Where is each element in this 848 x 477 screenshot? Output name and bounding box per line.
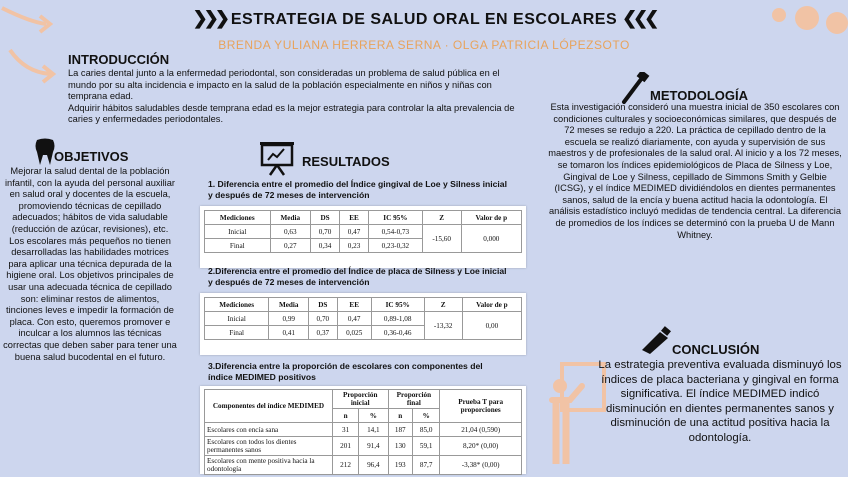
cell: Inicial <box>205 312 269 326</box>
sub-header: % <box>359 409 388 423</box>
cell: 201 <box>332 437 358 456</box>
intro-heading: INTRODUCCIÓN <box>68 52 170 67</box>
resultados-section-2: 2.Diferencia entre el promedio del Índice de placa de Silness y Loe inicial y después de 72 meses de intervención <box>208 266 507 287</box>
resultados-heading: RESULTADOS <box>302 154 390 169</box>
conclusion-heading: CONCLUSIÓN <box>672 342 760 357</box>
col-header: Z <box>424 298 462 312</box>
chevrons-right-icon: ❯❯❯ <box>192 8 226 28</box>
col-header: DS <box>309 298 337 312</box>
cell: 0,70 <box>311 225 340 239</box>
intro-text-1: La caries dental junto a la enfermedad periodontal, son consideradas un problema de salud pública en el mundo por su alta incidencia e impacto en la salud de la población especialmente en niños y niñas con temprana edad. <box>68 68 500 102</box>
cell: 0,54-0,73 <box>369 225 423 239</box>
table-placa <box>200 293 526 355</box>
toothpaste-icon <box>638 326 672 354</box>
cell: 0,70 <box>309 312 337 326</box>
objetivos-heading: OBJETIVOS <box>54 149 129 164</box>
cell: 0,23 <box>340 239 369 253</box>
cell: 0,99 <box>269 312 309 326</box>
cell: 0,37 <box>309 326 337 340</box>
conclusion-text: La estrategia preventiva evaluada disminuyó los índices de placa bacteriana y gingival en forma significativa. El índice MEDIMED indicó disminución en dientes permanentes sanos y disminución de una actitud positiva hacia la odontología. <box>598 359 842 444</box>
cell-p: 0,00 <box>462 312 521 340</box>
table-row <box>205 312 522 326</box>
cell: 0,36-0,46 <box>371 326 424 340</box>
col-header: IC 95% <box>371 298 424 312</box>
objetivos-text-2: Los escolares más pequeños no tienen desarrolladas las habilidades motrices para aplicar una técnica depurada de la higiene oral. Los objetivos principales de usar una adecuada técnica de cepillado son: eliminar restos de alimentos, tinciones leves e impedir la formación de placa. Con esto, queremos promover e inculcar a los alumnos las técnicas correctas que deben saber para tener una buena salud bucodental en el futuro. <box>3 235 177 362</box>
col-header: Valor de p <box>462 298 521 312</box>
cell: 59,1 <box>413 437 440 456</box>
cell-z: -13,32 <box>424 312 462 340</box>
col-header: IC 95% <box>369 211 423 225</box>
sub-header: n <box>388 409 413 423</box>
col-header: DS <box>311 211 340 225</box>
col-header: EE <box>340 211 369 225</box>
cell: 31 <box>332 423 358 437</box>
cell: Final <box>205 239 271 253</box>
col-header: Mediciones <box>205 211 271 225</box>
metodologia-text: Esta investigación consideró una muestra inicial de 350 escolares con condiciones culturales y socioeconómicas similares, que después de 72 meses se redujo a 220. La práctica de cepillado dentro de la escuela se realizó diariamente, con ayuda y supervisión de sus maestros y de profesionales de la salud oral. Al inicio y a los 72 meses, se tomaron los índices epidemiológicos de Placa de Silness y Loe, Gingival de Loe y Silness, cepillado de Simmons Smith y Gelbie (ICSG), y el índice MEDIMED dividiéndolos en dientes permanentes sanos, salud de la encía y buena actitud hacia la odontología. El análisis estadístico incluyó medidas de tendencia central. La diferencia de promedios de los índices se determinó con la prueba U de Mann Whitney. <box>548 102 842 240</box>
objetivos-text-1: Mejorar la salud dental de la población infantil, con la ayuda del personal auxiliar en salud oral y docentes de la escuela, promoviendo técnicas de cepillado adecuados; hábitos de vida saludable (reducción de azúcar, revisiones), etc. <box>4 166 176 234</box>
cell: 0,89-1,08 <box>371 312 424 326</box>
col-header: EE <box>337 298 371 312</box>
cell: 130 <box>388 437 413 456</box>
title-text: ESTRATEGIA DE SALUD ORAL EN ESCOLARES <box>230 11 618 28</box>
cell: 0,34 <box>311 239 340 253</box>
cell-p: 0,000 <box>461 225 521 253</box>
sub-header: n <box>332 409 358 423</box>
cell: 187 <box>388 423 413 437</box>
cell: 0,27 <box>270 239 311 253</box>
presentation-board-icon <box>258 140 296 176</box>
cell: 85,0 <box>413 423 440 437</box>
cell: Inicial <box>205 225 271 239</box>
table-medimed <box>200 386 526 474</box>
table-row <box>205 437 522 456</box>
col-header: Mediciones <box>205 298 269 312</box>
cell: 212 <box>332 456 358 475</box>
cell: -3,38* (0,00) <box>440 456 522 475</box>
tooth-icon <box>34 138 56 166</box>
table-row <box>205 456 522 475</box>
col-header: Valor de p <box>461 211 521 225</box>
sub-header: % <box>413 409 440 423</box>
col-header: Z <box>422 211 461 225</box>
toothbrush-icon <box>620 72 650 104</box>
cell: Escolares con todos los dientes permanentes sanos <box>205 437 333 456</box>
table-gingival <box>200 206 526 268</box>
cell: 0,47 <box>340 225 369 239</box>
col-header: Media <box>269 298 309 312</box>
table-row <box>205 423 522 437</box>
cell: 87,7 <box>413 456 440 475</box>
col-header: Componentes del índice MEDIMED <box>205 390 333 423</box>
cell: Final <box>205 326 269 340</box>
metodologia-heading: METODOLOGÍA <box>650 88 748 103</box>
col-header: Prueba T para proporciones <box>440 390 522 423</box>
objetivos-paragraph <box>2 166 178 363</box>
cell: 0,47 <box>337 312 371 326</box>
cell: 0,23-0,32 <box>369 239 423 253</box>
col-header: Media <box>270 211 311 225</box>
cell: 193 <box>388 456 413 475</box>
cell: 14,1 <box>359 423 388 437</box>
cell: Escolares con mente positiva hacia la odontología <box>205 456 333 475</box>
cell: 0,63 <box>270 225 311 239</box>
cell: 8,20* (0,00) <box>440 437 522 456</box>
poster-title <box>0 8 848 29</box>
gingival-table <box>204 210 522 253</box>
intro-text-2: Adquirir hábitos saludables desde temprana edad es la mejor estrategia para controlar la alta prevalencia de caries y enfermedades periodontales. <box>68 102 515 125</box>
cell: 96,4 <box>359 456 388 475</box>
medimed-table <box>204 389 522 475</box>
resultados-section-3: 3.Diferencia entre la proporción de escolares con componentes del índice MEDIMED positivos <box>208 361 483 382</box>
placa-table <box>204 297 522 340</box>
cell: 91,4 <box>359 437 388 456</box>
resultados-section-1: 1. Diferencia entre el promedio del Índice gingival de Loe y Silness inicial y después de 72 meses de intervención <box>208 179 507 200</box>
cell: Escolares con encía sana <box>205 423 333 437</box>
authors: BRENDA YULIANA HERRERA SERNA · OLGA PATRICIA LÓPEZSOTO <box>218 38 630 52</box>
cell: 0,025 <box>337 326 371 340</box>
intro-paragraph <box>68 68 528 126</box>
cell: 21,04 (0,590) <box>440 423 522 437</box>
col-header: Proporción final <box>388 390 440 409</box>
col-header: Proporción inicial <box>332 390 388 409</box>
chevrons-left-icon: ❮❮❮ <box>622 8 656 28</box>
cell: 0,41 <box>269 326 309 340</box>
table-row <box>205 225 522 239</box>
cell-z: -15,60 <box>422 225 461 253</box>
